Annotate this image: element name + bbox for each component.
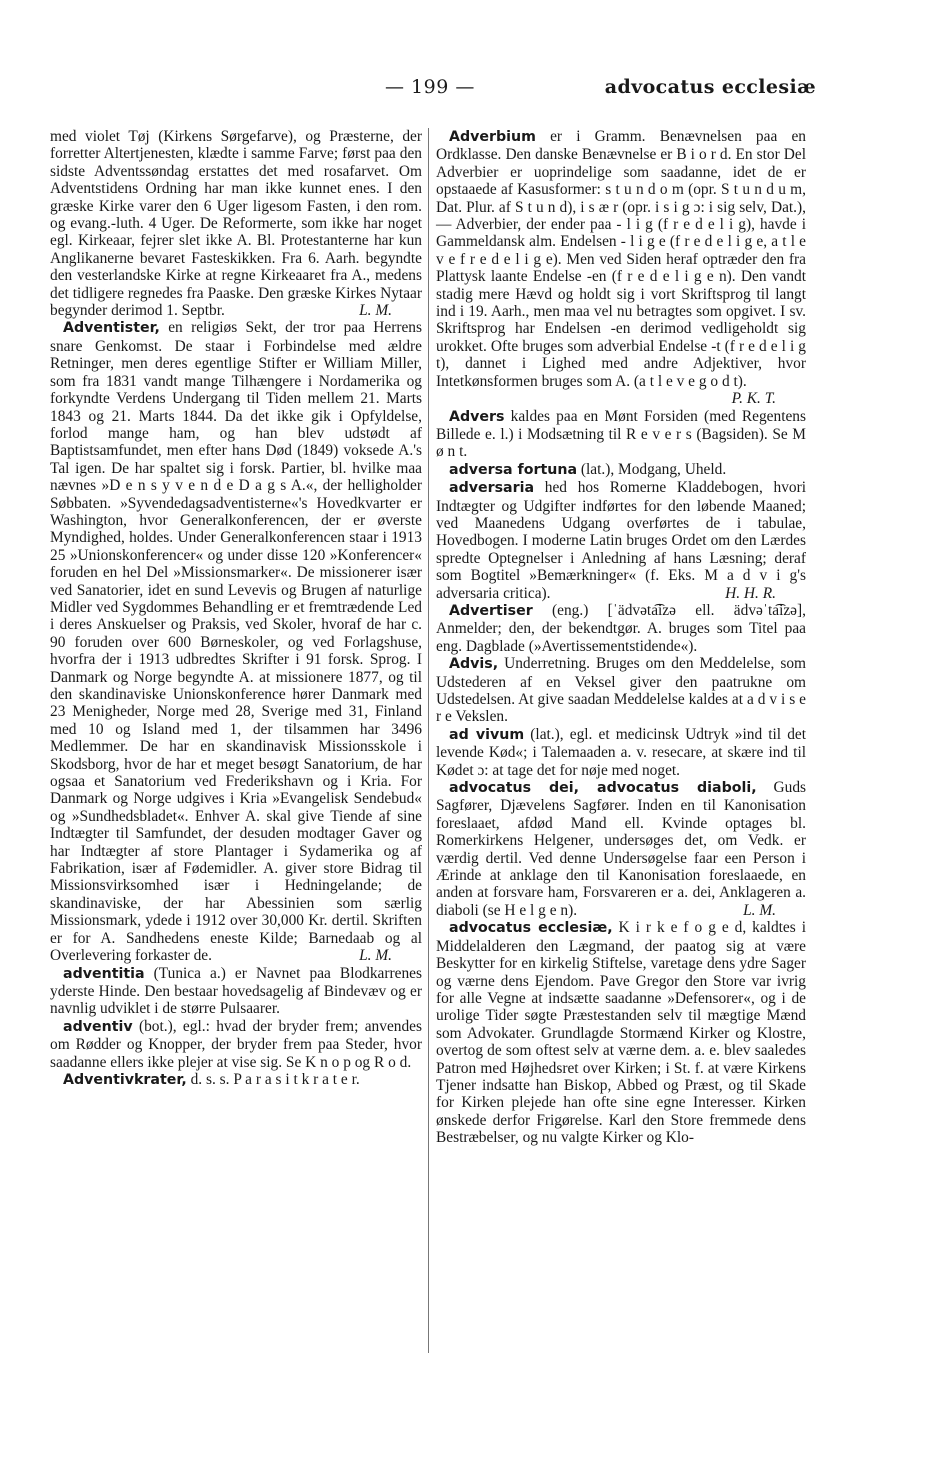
entry-advertiser [436, 602, 806, 655]
entry-ad-vivum [436, 726, 806, 779]
entry-headword: Advertiser [449, 602, 533, 619]
entry-advers [436, 408, 806, 461]
entry-body: en religiøs Sekt, der tror paa Herrens snare Genkomst. De staar i Forbindelse med ældre Retninger, men deres egentlige Stifter er William Miller, som fra 1831 vandt mange Tilhængere i Nordamerika og forkyndte Verdens Undergang til Tiden mellem 21. Marts 1843 og 21. Marts 1844. Da det ikke gik i Opfyldelse, forlod mange ham, og han blev udstødt af Baptistsamfundet, men efter hans Død (1849) voksede A.'s Tal igen. De har spaltet sig i forsk. Partier, bl. hvilke maa nævnes »D e n s y v e n d e D a g s A.«, der helligholder Søbbaten. »Syvendedagsadventisterne«'s Hovedkvarter er Washington, hvor Generalkonferencen, der er øverste Myndighed, holdes. Under Generalkonferencen staar i 1913 25 »Unionskonferencer« og under disse 120 »Konferencer« foruden en hel Del »Missionsmarker«. De missionerer især ved Sanatorier, idet en sund Levevis og Brugen af naturlige Midler ved Sygdommes Behandling er et fremtrædende Led i deres Anskuelser og Praksis, ved Skoler, hvoraf de har c. 90 foruden over 600 Børneskoler, og ved Forlagshuse, hvorfra der i 1913 udbredtes Skrifter i 91 forsk. Sprog. I Danmark og Norge begyndte A. at missionere 1877, og til den skandinaviske Unionskonference hører Danmark med 23 Menigheder, Norge med 28, Sverige med 31, Finland med 10 og Island med 1, der tilsammen har 3496 Medlemmer. De har en skandinavisk Missionsskole i Skodsborg, hvor de har et meget besøgt Sanatorium, de har ogsaa et Sanatorium ved Frederikshavn og i Kria. For Danmark og Norge udgives i Kria »Evangelisk Sendebud« og »Sundhedsbladet«. Enhver A. skal give Tiende af sine Indtægter til Samfundet, der desuden modtager Gaver og har Indtægter af store Plantager i Sydamerika og af Fabrikation, især af Fødemidler. A. giver store Bidrag til Missionsvirksomhed især i Hedningelande; de skandinaviske, der har Abessinien som særlig Missionsmark, ydede i 1912 over 30,000 Kr. dertil. Skriften er for A. Sandhedens eneste Kilde; Barnedaab og al Overlevering forkaster de. [50, 319, 422, 965]
entry-body: er i Gramm. Benævnelsen paa en Ordklasse. Den danske Benævnelse er B i o r d. En stor Del Adverbier er uoprindelige som saadanne, idet de er opstaaede af Kasusformer: s t u n d o m (opr. S t u n d u m, Dat. Plur. af S t u n d), i s æ r (opr. i s i g ɔ: i sig selv, Dat.), — Adverbier, der ender paa - l i g (f r e d e l i g), havde i Gammeldansk alm. Endelsen - l i g e (f r e d e l i g e, a t l e v e f r e d e l i g e). Men ved Siden heraf optræder den fra Plattysk laante Endelse -en (f r e d e l i g e n). Den vandt stadig mere Hævd og holdt sig i vort Skriftsprog til langt ind i 19. Aarh., men maa vel nu betragtes som opgivet. I sv. Skriftsprog har Endelsen -en derimod vedligeholdt sig urokket. Ofte bruges som adverbial Endelse -t (f r e d e l i g t), dannet i Lighed med andre Adjektiver, hvor Intetkønsformen bruges som A. (a t l e v e g o d t). [436, 128, 806, 390]
entry-headword: adversaria [449, 480, 535, 497]
entry-headword: Adventivkrater, [63, 1071, 187, 1088]
entry-body: med violet Tøj (Kirkens Sørgefarve), og Præsterne, der forretter Altertjenesten, klædte i samme Farve; først paa den sidste Adventssøndag erstattes det med rosafarvet. Om Adventstidens Ordning har man ikke kunnet enes. I den græske Kirke varer den 6 Uger ligesom Fasten, i den rom. og evang.-luth. 4 Uger. De Reformerte, som ikke har noget egl. Kirkeaar, fejrer slet ikke A. Bl. Protestanterne har kun Anglikanerne bevaret Fasteskikken. Fra 6. Aarh. begyndte den vesterlandske Kirke at regne Kirkeaaret fra A., medens det tidligere regnedes fra Paaske. Den græske Kirkes Nytaar begynder derimod 1. Septbr. [50, 128, 422, 320]
entry-body: K i r k e f o g e d, kaldtes i Middelalderen den Lægmand, der paatog sig at være Beskytter for en kirkelig Stiftelse, varetage dens ydre Sager og værne dens Ejendom. Pave Gregor den Store var ivrig for alle Vegne at indsætte saadanne »Defensorer«, og i de urolige Tider søgte Præstestanden selv til mægtige Mænd som Advokater. Grundlagde Stormænd Kirker og Klostre, overtog de som oftest selv at værne dem. a. e. blev saaledes Patron med Højhedsret over Kirken; i St. f. at være Kirkens Tjener indsatte han Biskop, Abbed og Præst, og til Skade for Kirken plejede han ofte sine egne Interesser. Kirken ønskede derfor Frigørelse. Karl den Store fremmede dens Bestræbelser, og nu valgte Kirker og Klo- [436, 919, 806, 1147]
entry-headword: Advis, [449, 656, 499, 673]
entry-advent-continued [50, 128, 422, 319]
entry-body: (bot.), egl.: hvad der bryder frem; anvendes om Rødder og Knopper, der bryder frem paa Steder, hvor saadanne ellers ikke plejer at vise sig. Se K n o p og R o d. [50, 1017, 422, 1071]
author-signature: L. M. [359, 947, 392, 965]
entry-adventivkrater [50, 1071, 422, 1089]
entry-body: (lat.), Modgang, Uheld. [577, 460, 727, 478]
author-signature: L. M. [743, 901, 776, 919]
entry-adversaria [436, 479, 806, 602]
right-column [436, 128, 806, 1147]
author-signature: P. K. T. [731, 390, 776, 408]
author-signature: L. M. [359, 302, 392, 320]
entry-headword: ad vivum [449, 726, 525, 743]
author-signature: H. H. R. [725, 584, 776, 602]
entry-headword: adversa fortuna [449, 461, 578, 478]
entry-body: (Tunica a.) er Navnet paa Blodkarrenes yderste Hinde. Den bestaar hovedsagelig af Bindevæv og er navnlig udviklet i de større Pulsaarer. [50, 964, 422, 1018]
entry-headword: Adverbium [449, 129, 536, 145]
entry-body: Guds Sagfører, Djævelens Sagfører. Inden en til Kanonisation foreslaaet, afdød Mand ell. Kvinde optages bl. Romerkirkens Helgener, undersøges det, om Vedk. er værdig dertil. Ved denne Undersøgelse faar een Person i Ærinde at anklage den til Kanonisation foreslaaede, en anden at forsvare ham, Forsvareren er a. dei, Anklageren a. diaboli (se H e l g e n). [436, 779, 806, 919]
entry-adverbium [436, 128, 806, 408]
entry-headword: adventiv [63, 1018, 133, 1035]
entry-adventiv [50, 1018, 422, 1071]
entry-adventitia [50, 965, 422, 1018]
entry-body: kaldes paa en Mønt Forsiden (med Regentens Billede e. l.) i Modsætning til R e v e r s (Bagsiden). Se M ø n t. [436, 407, 806, 461]
entry-headword: adventitia [63, 965, 145, 982]
entry-headword: advocatus ecclesiæ, [449, 920, 613, 937]
entry-adventister [50, 319, 422, 964]
entry-body: d. s. s. P a r a s i t k r a t e r. [186, 1070, 360, 1088]
entry-body: Underretning. Bruges om den Meddelelse, som Udstederen af en Veksel giver den paatrukne om Udstedelsen. At give saadan Meddelelse kaldes at a d v i s e r e Vekslen. [436, 655, 806, 726]
left-column [50, 128, 422, 1089]
entry-body: (eng.) [ˈädvəta͡izə ell. ädvəˈta͡izə], Anmelder; den, der bekendtgør. A. bruges som Titel paa eng. Dagblade (»Avertissementstidende«). [436, 601, 806, 655]
entry-headword: Adventister, [63, 320, 160, 337]
entry-advis [436, 655, 806, 726]
entry-headword: advocatus dei, advocatus diaboli, [449, 780, 757, 797]
entry-advocatus-dei [436, 779, 806, 919]
column-divider [428, 128, 429, 1353]
entry-body: hed hos Romerne Kladdebogen, hvori Indtægter og Udgifter indførtes for den løbende Maaned; ved Maanedens Udgang overførtes de i tabulae, Hovedbogen. I moderne Latin bruges Ordet om den Lærdes spredte Optegnelser i Anledning af hans Læsning; deraf som Bogtitel »Bemærkninger« (f. Eks. M a d v i g's adversaria critica). [436, 479, 806, 602]
entry-adversa-fortuna [436, 461, 806, 479]
entry-headword: Advers [449, 408, 505, 425]
page-number: — 199 — [385, 76, 475, 98]
page-header [50, 76, 816, 106]
entry-advocatus-ecclesiae [436, 919, 806, 1146]
running-head: advocatus ecclesiæ [604, 76, 816, 98]
entry-body: (lat.), egl. et medicinsk Udtryk »ind til det levende Kød«; i Talemaaden a. v. resecare, at skære ind til Kødet ɔ: at tage det for nøje med noget. [436, 725, 806, 779]
